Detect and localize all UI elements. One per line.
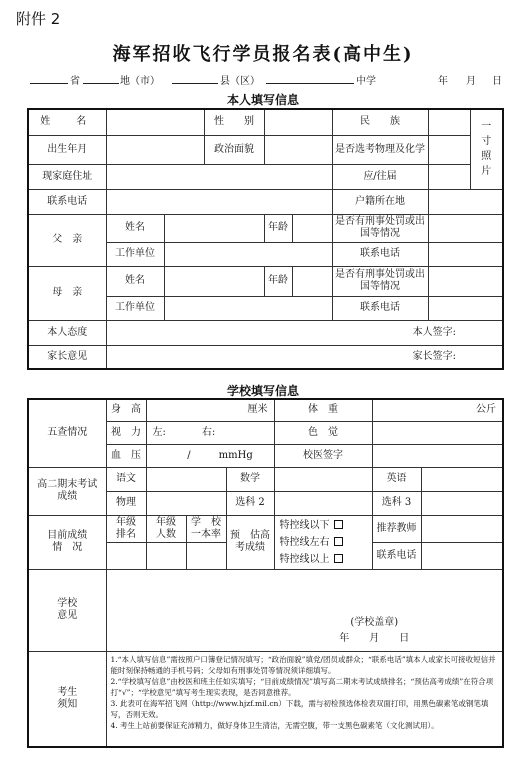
mother-name-label: 姓名 (106, 266, 164, 296)
parent-sign-label: 家长签字: (412, 350, 456, 362)
doctor-sign-value[interactable] (372, 444, 503, 467)
option-below-label: 特控线以下 (279, 519, 330, 531)
name-label: 姓 名 (28, 109, 106, 135)
elective2-label: 选科 2 (226, 491, 274, 515)
hukou-value[interactable] (428, 189, 503, 214)
estimate-options (274, 515, 372, 569)
physchem-value[interactable] (428, 135, 470, 164)
chinese-value[interactable] (146, 467, 226, 491)
physics-value[interactable] (146, 491, 226, 515)
bp-slash: / (187, 449, 191, 461)
mother-work-value[interactable] (164, 296, 332, 320)
father-crime-value[interactable] (428, 214, 503, 242)
school-info-table (27, 398, 504, 748)
father-phone-value[interactable] (428, 242, 503, 266)
gender-value[interactable] (264, 109, 332, 135)
kg-unit: 公斤 (476, 404, 497, 416)
notice-label: 考生须知 (28, 651, 106, 747)
province-blank[interactable] (30, 83, 68, 84)
ethnicity-value[interactable] (428, 109, 470, 135)
address-label: 现家庭住址 (28, 164, 106, 189)
teacher-label: 推荐教师 (372, 515, 421, 542)
father-name-label: 姓名 (106, 214, 164, 242)
math-label: 数学 (226, 467, 274, 491)
option-around-label: 特控线左右 (279, 536, 330, 548)
registration-line (30, 72, 500, 86)
notice-content (106, 651, 503, 747)
mother-crime-label: 是否有刑事处罚或出国等情况 (332, 266, 428, 296)
physics-label: 物理 (106, 491, 146, 515)
mother-crime-value[interactable] (428, 266, 503, 296)
mother-phone-label: 联系电话 (332, 296, 428, 320)
exam-label: 高二期末考试成绩 (28, 467, 106, 515)
gender-label: 性 别 (204, 109, 264, 135)
personal-info-table (27, 108, 504, 370)
elective2-value[interactable] (274, 491, 372, 515)
photo-box[interactable] (470, 109, 503, 189)
phone-label: 联系电话 (28, 189, 106, 214)
checkbox-above[interactable] (334, 554, 343, 563)
opinion-field[interactable] (106, 569, 503, 651)
province-label: 省 (70, 76, 80, 87)
day-label: 日 (492, 76, 502, 87)
vision-label: 视 力 (106, 421, 146, 444)
father-label: 父 亲 (28, 214, 106, 266)
graduate-value[interactable] (428, 164, 470, 189)
notice-item: 1.“本人填写信息”需按照户口簿登记情况填写；“政治面貌”填党/团员或群众；“联系电话”填本人或家长可接收短信并能时刻保持畅通的手机号码；父母如有刑事处罚等情况须详细填写。 (110, 654, 496, 675)
doctor-sign-label: 校医签字 (274, 444, 372, 467)
grade-rank-label: 年级排名 (106, 515, 146, 542)
teacher-value[interactable] (421, 515, 503, 542)
form-title: 海军招收飞行学员报名表(高中生) (112, 44, 414, 65)
attachment-label: 附件 2 (16, 10, 61, 28)
mother-label: 母 亲 (28, 266, 106, 320)
father-phone-label: 联系电话 (332, 242, 428, 266)
physchem-label: 是否选考物理及化学 (332, 135, 428, 164)
left-eye-label: 左: (152, 426, 166, 438)
checkbox-around[interactable] (334, 537, 343, 546)
father-age-value[interactable] (292, 214, 332, 242)
opinion-date: 年 月 日 (339, 632, 410, 644)
photo-label: 一寸照片 (481, 121, 492, 178)
county-label: 县（区） (220, 76, 260, 87)
school-seal: (学校盖章) (350, 616, 399, 628)
father-work-label: 工作单位 (106, 242, 164, 266)
name-value[interactable] (106, 109, 204, 135)
english-label: 英语 (372, 467, 421, 491)
parent-opinion-label: 家长意见 (28, 345, 106, 369)
school-rate-value[interactable] (186, 542, 226, 569)
address-value[interactable] (106, 164, 332, 189)
mother-work-label: 工作单位 (106, 296, 164, 320)
mother-age-label: 年龄 (264, 266, 292, 296)
school-label: 中学 (356, 76, 376, 87)
chinese-label: 语文 (106, 467, 146, 491)
estimate-label: 预 估高考成绩 (226, 515, 274, 569)
cm-unit: 厘米 (247, 404, 268, 416)
mother-phone-value[interactable] (428, 296, 503, 320)
teacher-phone-value[interactable] (421, 542, 503, 569)
father-crime-label: 是否有刑事处罚或出国等情况 (332, 214, 428, 242)
option-above-label: 特控线以上 (279, 553, 330, 565)
option-below[interactable] (276, 517, 371, 534)
five-check-label: 五查情况 (28, 399, 106, 467)
attitude-label: 本人态度 (28, 320, 106, 345)
mother-name-value[interactable] (164, 266, 264, 296)
grade-count-label: 年级人数 (146, 515, 186, 542)
height-label: 身 高 (106, 399, 146, 421)
school-blank[interactable] (266, 83, 354, 84)
current-label: 目前成绩情 况 (28, 515, 106, 569)
self-sign-field[interactable] (106, 320, 503, 345)
color-value[interactable] (372, 421, 503, 444)
weight-label: 体 重 (274, 399, 372, 421)
school-section-title: 学校填写信息 (226, 384, 299, 398)
school-rate-label: 学 校一本率 (186, 515, 226, 542)
option-around[interactable] (276, 534, 371, 551)
notice-item: 2.“学校填写信息”由校医和班主任如实填写；“目前成绩情况”填写高二期末考试成绩排名；“预估高考成绩”在符合项打“√”；“学校意见”填写考生现实表现，是否同意推荐。 (110, 676, 494, 697)
graduate-label: 应/往届 (332, 164, 428, 189)
teacher-phone-label: 联系电话 (372, 542, 421, 569)
elective3-value[interactable] (421, 491, 503, 515)
bp-label: 血 压 (106, 444, 146, 467)
english-value[interactable] (421, 467, 503, 491)
father-work-value[interactable] (164, 242, 332, 266)
mother-age-value[interactable] (292, 266, 332, 296)
notice-item: 4. 考生上站前要保证充沛精力，做好身体卫生清洁，无需空腹，带一支黑色碳素笔（文化测试用）。 (110, 720, 439, 730)
personal-section-title: 本人填写信息 (226, 93, 299, 107)
bp-value[interactable] (146, 444, 274, 467)
father-name-value[interactable] (164, 214, 264, 242)
weight-value[interactable] (372, 399, 503, 421)
political-value[interactable] (264, 135, 332, 164)
year-label: 年 (438, 76, 448, 87)
self-sign-label: 本人签字: (412, 326, 456, 338)
notice-item: 3. 此表可在海军招飞网（http://www.hjzf.mil.cn）下载，需与初检预选体检表双面打印，用黑色碳素笔或钢笔填写，否则无效。 (110, 698, 489, 719)
parent-sign-field[interactable] (106, 345, 503, 369)
month-label: 月 (466, 76, 476, 87)
right-eye-label: 右: (201, 426, 216, 438)
hukou-label: 户籍所在地 (332, 189, 428, 214)
color-label: 色 觉 (274, 421, 372, 444)
ethnicity-label: 民 族 (332, 109, 428, 135)
birth-value[interactable] (106, 135, 204, 164)
mmhg-unit: mmHg (218, 449, 253, 461)
phone-value[interactable] (106, 189, 332, 214)
county-blank[interactable] (172, 83, 218, 84)
math-value[interactable] (274, 467, 372, 491)
opinion-label: 学校意见 (28, 569, 106, 651)
checkbox-below[interactable] (334, 520, 343, 529)
elective3-label: 选科 3 (372, 491, 421, 515)
birth-label: 出生年月 (28, 135, 106, 164)
grade-count-value[interactable] (146, 542, 186, 569)
city-label: 地（市） (120, 76, 160, 87)
city-blank[interactable] (83, 83, 119, 84)
vision-value[interactable] (146, 421, 274, 444)
option-above[interactable] (276, 551, 371, 568)
height-value[interactable] (146, 399, 274, 421)
political-label: 政治面貌 (204, 135, 264, 164)
grade-rank-value[interactable] (106, 542, 146, 569)
father-age-label: 年龄 (264, 214, 292, 242)
